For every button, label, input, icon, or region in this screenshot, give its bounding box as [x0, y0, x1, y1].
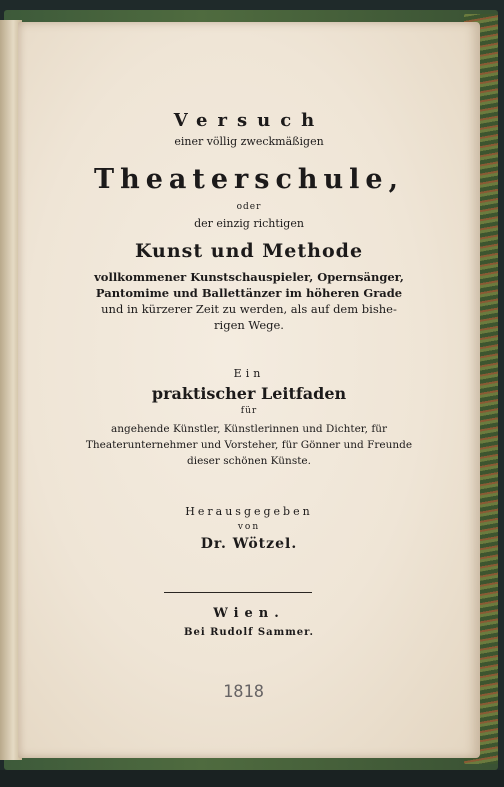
divider-rule: [164, 592, 312, 593]
subtitle-line: einer völlig zweckmäßigen: [174, 135, 324, 148]
editor-label: Herausgegeben: [185, 505, 313, 518]
publisher-line: Bei Rudolf Sammer.: [184, 627, 314, 638]
subtitle-line-2: der einzig richtigen: [194, 217, 304, 230]
publication-place: Wien.: [213, 606, 285, 621]
von-label: von: [237, 522, 261, 532]
ein-label: Ein: [233, 367, 265, 380]
audience-line-3: dieser schönen Künste.: [187, 455, 311, 467]
title-word: Versuch: [173, 110, 325, 131]
description-line-2: Pantomime und Ballettänzer im höheren Grade: [95, 286, 403, 300]
description-line-1: vollkommener Kunstschauspieler, Opernsänger,: [94, 270, 404, 284]
conjunction-oder: oder: [236, 202, 262, 212]
handwritten-year: 1818: [223, 682, 264, 702]
secondary-title: Kunst und Methode: [134, 240, 364, 262]
description-line-4: rigen Wege.: [214, 318, 284, 332]
audience-line-1: angehende Künstler, Künstlerinnen und Dichter, für: [110, 423, 387, 435]
bottom-shadow: [0, 770, 504, 787]
title-page: [18, 22, 480, 758]
author-name: Dr. Wötzel.: [200, 536, 298, 552]
description-line-3: und in kürzerer Zeit zu werden, als auf dem bishe-: [101, 302, 397, 316]
main-title: Theaterschule,: [93, 164, 404, 195]
guide-title: praktischer Leitfaden: [151, 384, 347, 403]
fuer-label: für: [240, 406, 258, 416]
audience-line-2: Theaterunternehmer und Vorsteher, für Gönner und Freunde: [85, 439, 413, 451]
